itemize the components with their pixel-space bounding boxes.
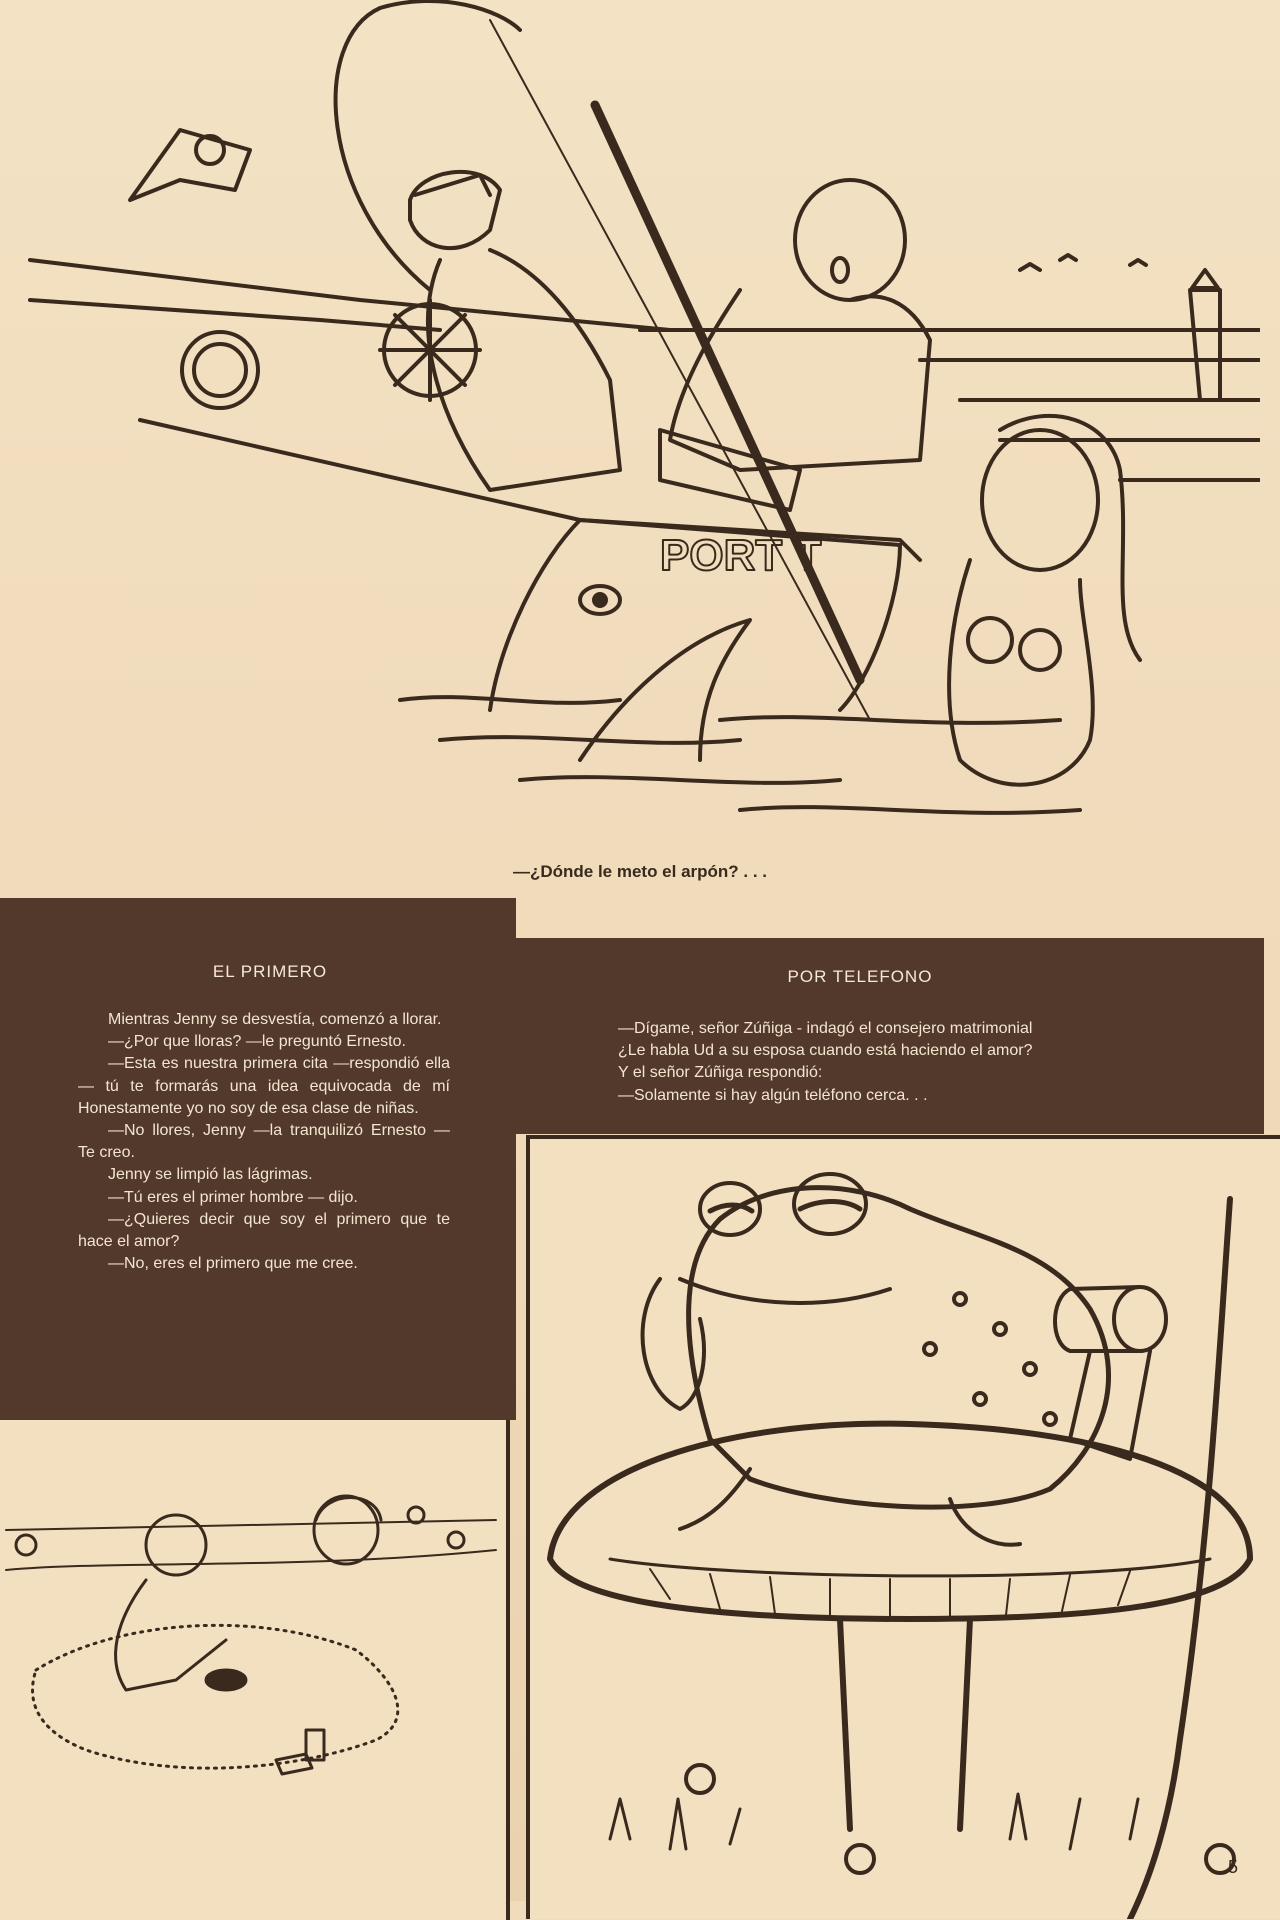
frog-cartoon-panel <box>526 1135 1280 1919</box>
page-number: 5 <box>1227 1857 1238 1877</box>
paragraph: Y el señor Zúñiga respondió: <box>618 1064 823 1082</box>
frog-cartoon <box>530 1139 1280 1919</box>
paragraph: —Tú eres el primer hombre — dijo. <box>108 1188 358 1206</box>
beach-cartoon <box>0 1420 506 1920</box>
paragraph: —Esta es nuestra primera cita —respondió ella— tú te formarás una idea equivocada de mí Honestamente yo no soy de esa clase de niñas. <box>78 1055 450 1117</box>
paragraph: —¿Quieres decir que soy el primero que te hace el amor? <box>78 1210 450 1251</box>
article-body-left <box>78 1009 450 1275</box>
article-title-left: EL PRIMERO <box>212 962 328 981</box>
svg-text:PORT T: PORT T <box>660 531 822 580</box>
paragraph: ¿Le habla Ud a su esposa cuando está haciendo el amor? <box>618 1042 1033 1060</box>
article-title-right: POR TELEFONO <box>787 967 933 986</box>
cartoon-caption: —¿Dónde le meto el arpón? . . . <box>512 862 768 881</box>
paragraph: —Dígame, señor Zúñiga - indagó el consejero matrimonial <box>618 1020 1033 1037</box>
article-body-right <box>582 1018 1202 1107</box>
paragraph: —¿Por que lloras? —le preguntó Ernesto. <box>108 1033 406 1051</box>
paragraph: —No llores, Jenny —la tranquilizó Ernesto — Te creo. <box>78 1122 450 1162</box>
paragraph: —Solamente si hay algún teléfono cerca. . . <box>618 1086 928 1104</box>
boat-mermaid-cartoon <box>20 0 1260 850</box>
beach-cartoon-panel <box>0 1420 510 1920</box>
paragraph: —No, eres el primero que me cree. <box>108 1255 358 1273</box>
paragraph: Jenny se limpió las lágrimas. <box>108 1166 313 1184</box>
paragraph: Mientras Jenny se desvestía, comenzó a llorar. <box>108 1011 442 1028</box>
